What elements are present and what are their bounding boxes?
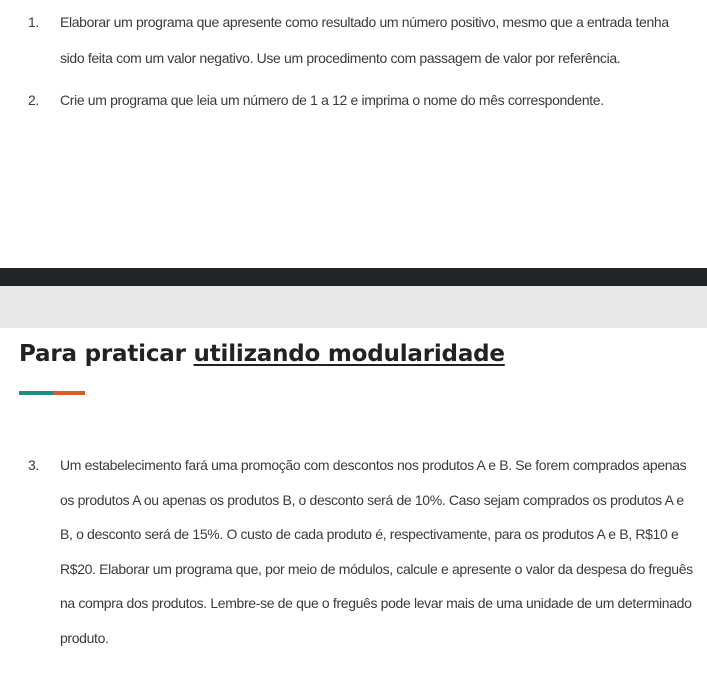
section-title-link[interactable]: utilizando modularidade: [193, 341, 505, 367]
item-text: Crie um programa que leia um número de 1 a 12 e imprima o nome do mês correspondente.: [60, 92, 604, 108]
item-text: Elaborar um programa que apresente como resultado um número positivo, mesmo que a entrada tenha sido feita com um valor negativo. Use um procedimento com passagem de valor por referência.: [60, 14, 669, 66]
exercise-list-bottom: [0, 448, 707, 655]
accent-orange-segment: [53, 391, 85, 395]
section-title-text: Para praticar: [19, 341, 194, 367]
item-number: 3.: [28, 457, 39, 473]
item-number: 2.: [28, 92, 39, 108]
section-divider-bar: [0, 268, 707, 286]
section-title: [19, 341, 505, 367]
list-item: [0, 4, 707, 76]
exercise-list-top: [0, 4, 707, 118]
list-item: [0, 82, 707, 118]
list-item: [0, 448, 707, 655]
accent-teal-segment: [19, 391, 53, 395]
title-accent-line: [19, 391, 85, 395]
item-text: Um estabelecimento fará uma promoção com descontos nos produtos A e B. Se forem comprados apenas os produtos A ou apenas os produtos B, o desconto será de 10%. Caso sejam comprados os produtos A e B, o desconto será de 15%. O custo de cada produto é, respectivamente, para os produtos A e B, R$10 e R$20. Elaborar um programa que, por meio de módulos, calcule e apresente o valor da despesa do freguês na compra dos produtos. Lembre-se de que o freguês pode levar mais de uma unidade de um determinado produto.: [60, 457, 693, 646]
item-number: 1.: [28, 14, 39, 30]
section-band: [0, 286, 707, 328]
